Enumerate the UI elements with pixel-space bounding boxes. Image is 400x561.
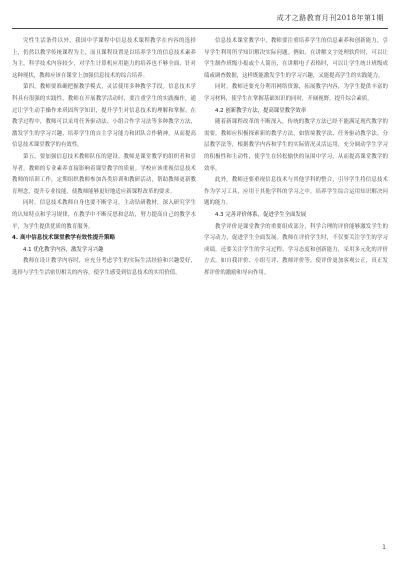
subsection-heading: 4.2 创新教学方法，提高课堂教学效率 <box>215 107 307 114</box>
body-paragraph: 同时，信息技术教师自身也要不断学习，主动钻研教材，深入研究学生的认知特点和学习规律，在教学中不断反思和总结，努力提高自己的教学水平，为学生提供优质的教育服务。 <box>12 200 196 230</box>
body-paragraph: 第四，教师要准确把握教学模式，灵活使用多种教学手段。信息技术学科具有很强的实践性，教师在开展教学活动时，要注重学生的实践操作，通过让学生动手操作来巩固所学知识，提升学生对信息技术的理解和掌握。在教学过程中，教师可以采用任务驱动法、小组合作学习法等多种教学方法，激发学生的学习兴趣，培养学生的自主学习能力和团队合作精神，从而提高信息技术课堂教学的有效性。 <box>12 84 196 149</box>
journal-title: 成才之路教育月刊2018年第1期 <box>276 14 384 22</box>
body-paragraph: 信息技术课堂教学中，教师要注重培养学生的信息素养和创新能力，引导学生利用所学知识解决实际问题。例如，在讲解文字处理软件时，可以让学生制作班级小报或个人简历，在讲解电子表格时，可以让学生统计班级成绩或调查数据，这样既能激发学生的学习兴趣，又能提高学生的实践能力。 <box>204 38 388 79</box>
body-paragraph: 同时，教师还要充分利用网络资源，拓展教学内容，为学生提供丰富的学习材料，使学生在掌握基础知识的同时，开阔视野，提升综合素质。 <box>204 84 388 102</box>
subsection-heading: 4.1 优化教学内容，激发学习兴趣 <box>23 246 104 253</box>
page-number: 1 <box>382 544 386 551</box>
subsection-heading: 4.3 完善评价体系，促进学生全面发展 <box>215 211 307 218</box>
article-body <box>12 36 388 537</box>
section-heading: 4. 高中信息技术课堂教学有效性提升策略 <box>12 235 116 242</box>
body-paragraph: 教师在设计教学内容时，应充分考虑学生的实际生活经验和兴趣爱好，选择与学生生活密切相关的内容，使学生感受到信息技术的实用价值。 <box>12 258 196 276</box>
page-header <box>12 12 388 29</box>
body-paragraph: 此外，教师还要重视信息技术与其他学科的整合，引导学生将信息技术作为学习工具，应用于其他学科的学习之中，培养学生综合运用知识解决问题的能力。 <box>204 177 388 207</box>
body-paragraph: 随着新课程改革的不断深入，传统的教学方法已经不能满足现代教学的需要。教师应积极探索新的教学方法，如情境教学法、任务驱动教学法、分层教学法等，根据教学内容和学生的实际情况灵活运用，充分调动学生学习的积极性和主动性，使学生在轻松愉快的氛围中学习，从而提高课堂教学的效率。 <box>204 119 388 172</box>
left-column <box>12 36 196 537</box>
body-paragraph: 究性生活条件以外，我国中学课程中信息技术课程教学在内容的选择上，仍然以教学传统课程为主，而且课程设置是以培养学生的信息技术素养为主，科学技术内容较少，对学生计算机应用能力的培养也不够全面，针对这种现状，教师应该在课堂上加强信息技术的综合培养。 <box>12 38 196 79</box>
body-paragraph: 教学评价是课堂教学的重要组成部分，科学合理的评价能够激发学生的学习动力，促进学生全面发展。教师在评价学生时，不仅要关注学生的学习成绩，还要关注学生的学习过程、学习态度和创新能力，采用多元化的评价方式，如自我评价、小组互评、教师评价等，使评价更加客观公正，真正发挥评价的激励和导向作用。 <box>204 223 388 276</box>
right-column <box>204 36 388 537</box>
body-paragraph: 第五，要加强信息技术教师队伍的建设。教师是课堂教学的组织者和引导者，教师的专业素养直接影响着课堂教学的质量。学校应该重视信息技术教师的培训工作，定期组织教师参加各类培训和教研活动，帮助教师更新教育理念，提升专业技能，使教师能够更好地适应新课程改革的要求。 <box>12 153 196 195</box>
